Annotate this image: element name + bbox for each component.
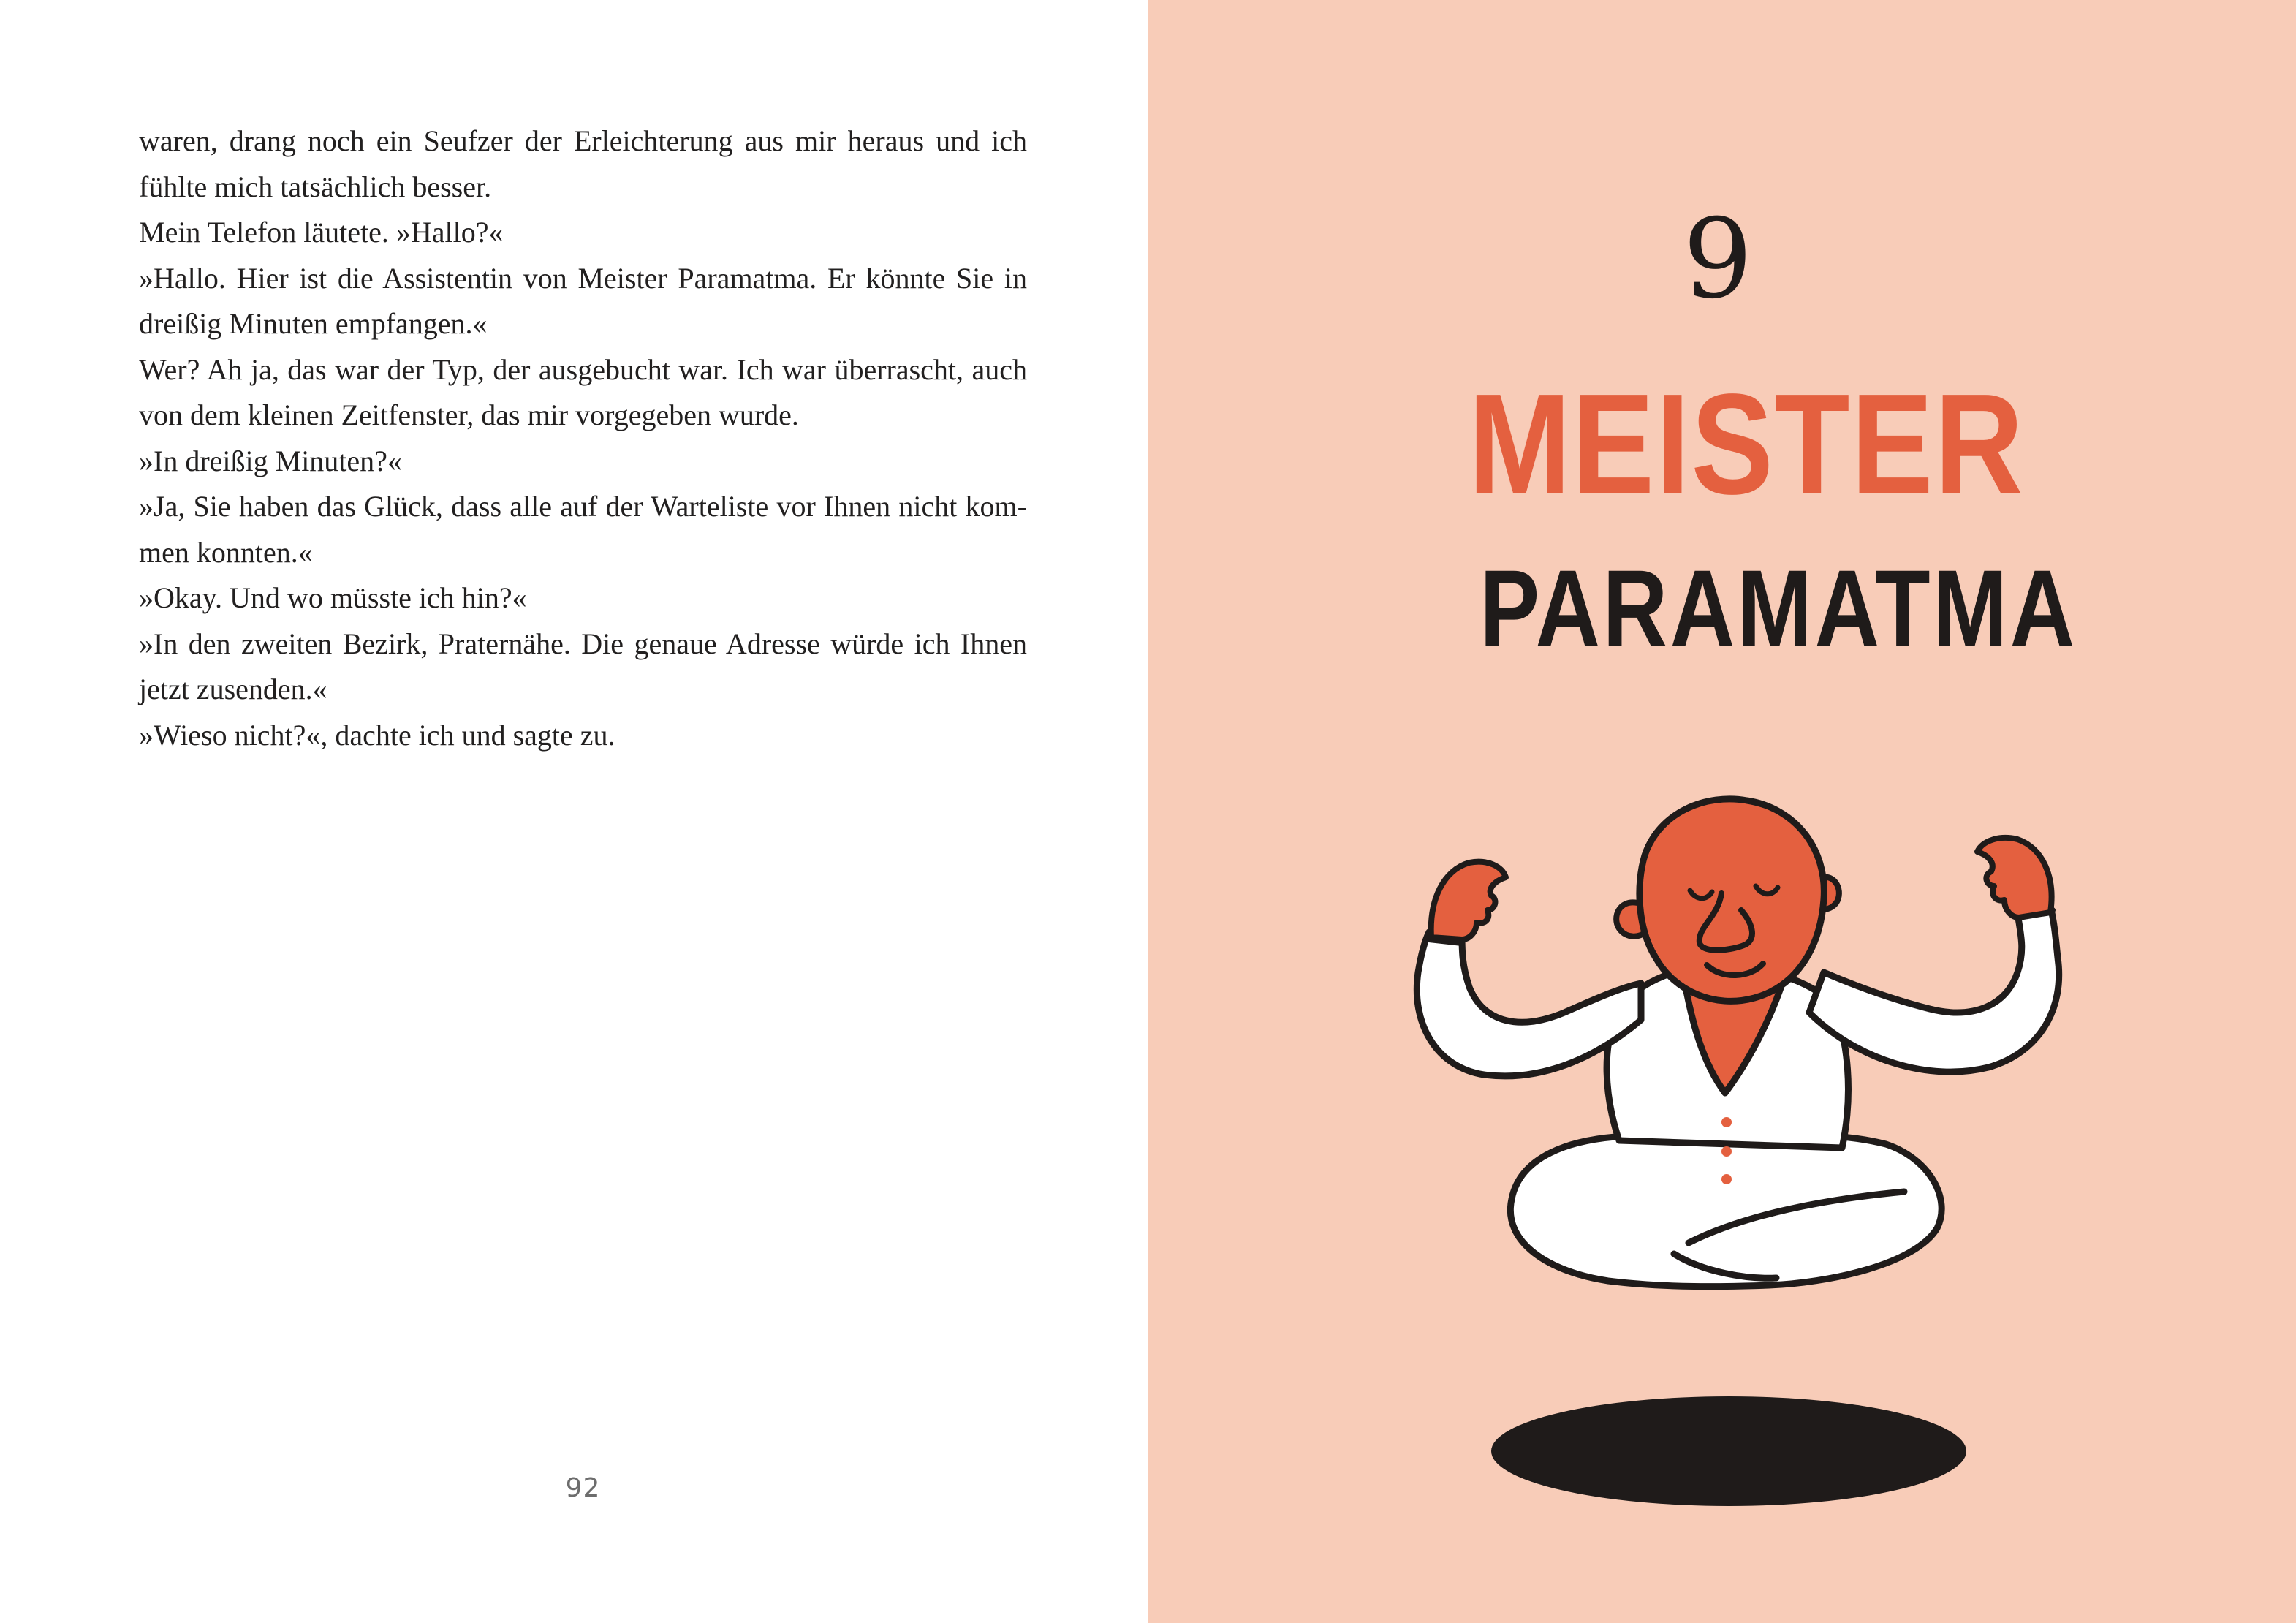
text-line: »Wieso nicht?«, dachte ich und sagte zu. <box>139 718 615 752</box>
page-number: 92 <box>565 1473 601 1503</box>
chapter-title: PARAMATMA <box>1479 547 2077 670</box>
text-line: »In dreißig Minuten?« <box>139 444 402 477</box>
text-line: fühlte mich tatsächlich besser. <box>139 170 492 203</box>
text-line: dreißig Minuten empfangen.« <box>139 307 488 340</box>
text-line: men konnten.« <box>139 535 313 569</box>
meditating-levitating-man-icon <box>1417 799 2058 1287</box>
text-line: Mein Telefon läutete. »Hallo?« <box>139 216 504 249</box>
text-line: »In den zweiten Bezirk, Praternähe. Die genaue Adresse würde ich Ihnen <box>139 627 1027 660</box>
chapter-number: 9 <box>1683 196 1753 323</box>
floor-shadow-icon <box>1491 1396 1966 1506</box>
text-line: »Hallo. Hier ist die Assistentin von Meister Paramatma. Er könnte Sie in <box>139 261 1027 295</box>
text-line: »Ja, Sie haben das Glück, dass alle auf der Warteliste vor Ihnen nicht kom- <box>139 490 1027 523</box>
text-line: Wer? Ah ja, das war der Typ, der ausgebucht war. Ich war überrascht, auch <box>139 352 1027 386</box>
text-line: jetzt zusenden.« <box>139 673 327 705</box>
meditating-man-illustration <box>1148 760 2296 1550</box>
text-line: von dem kleinen Zeitfenster, das mir vorgegeben wurde. <box>139 398 799 431</box>
text-line: »Okay. Und wo müsste ich hin?« <box>139 581 527 614</box>
body-text <box>139 118 1027 758</box>
chapter-word: MEISTER <box>1468 364 2025 524</box>
text-line: waren, drang noch ein Seufzer der Erleichterung aus mir heraus und ich <box>139 124 1027 157</box>
